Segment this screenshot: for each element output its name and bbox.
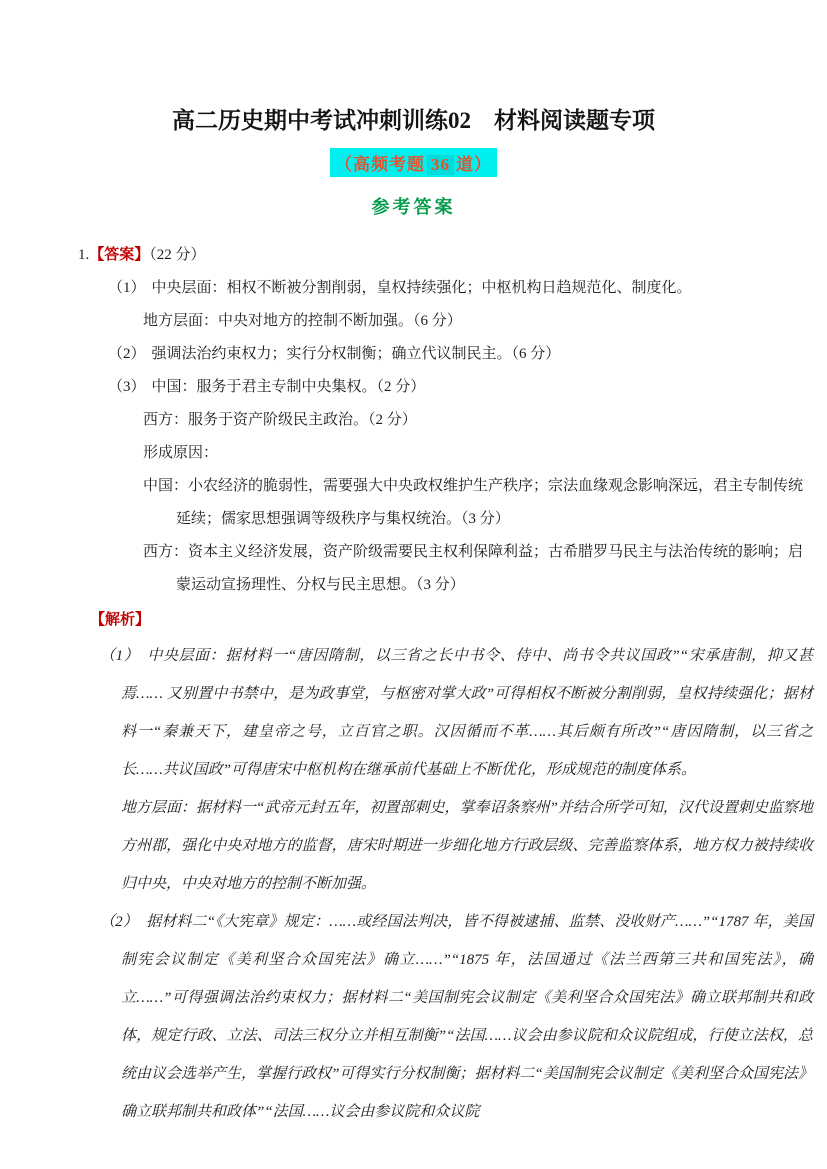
answer-tag: 【答案】 <box>89 247 150 263</box>
line-marker: （1） <box>108 280 146 296</box>
analysis-paragraph <box>0 789 827 903</box>
answer-line <box>0 404 827 437</box>
doc-title: 高二历史期中考试冲刺训练02 材料阅读题专项 <box>172 108 655 133</box>
line-text: 中央层面：相权不断被分割削弱，皇权持续强化；中枢机构日趋规范化、制度化。 <box>151 280 692 296</box>
question-count-badge: 36 <box>427 155 454 175</box>
answer-line <box>0 272 827 305</box>
analysis-section <box>0 604 827 1131</box>
answer-line <box>0 338 827 371</box>
line-text: 地方层面：中央对地方的控制不断加强。（6 分） <box>143 313 462 329</box>
analysis-header-line <box>0 604 827 637</box>
paragraph-marker: （2） <box>100 914 139 930</box>
answer-section <box>0 239 827 602</box>
answer-line <box>0 470 827 536</box>
subtitle-suffix: 道） <box>456 155 492 174</box>
analysis-paragraph <box>0 637 827 789</box>
line-marker: （3） <box>108 379 146 395</box>
analysis-paragraph <box>0 903 827 1131</box>
line-text: 西方：资本主义经济发展，资产阶级需要民主权利保障利益；古希腊罗马民主与法治传统的影响；启蒙运动宣扬理性、分权与民主思想。（3 分） <box>143 544 804 593</box>
answer-line <box>0 305 827 338</box>
paragraph-text: 地方层面：据材料一“武帝元封五年，初置部刺史，掌奉诏条察州”并结合所学可知，汉代设置刺史监察地方州郡，强化中央对地方的监督，唐宋时期进一步细化地方行政层级、完善监察体系，地方权力被持续收归中央，中央对地方的控制不断加强。 <box>121 800 813 892</box>
paragraph-text: 据材料二“《大宪章》规定：……或经国法判决，皆不得被逮捕、监禁、没收财产……”“1787 年，美国制宪会议制定《美利坚合众国宪法》确立……”“1875 年，法国通过《法兰西第三共和国宪法》，确立……”可得强调法治约束权力；据材料二“美国制宪会议制定《美利坚合众国宪法》确立联邦制共和政体，规定行政、立法、司法三权分立并相互制衡”“法国……议会由参议院和众议院组成，行使立法权，总统由议会选举产生，掌握行政权”可得实行分权制衡；据材料二“美国制宪会议制定《美利坚合众国宪法》确立联邦制共和政体”“法国……议会由参议院和众议院 <box>121 914 813 1120</box>
line-text: 中国：小农经济的脆弱性，需要强大中央政权维护生产秩序；宗法血缘观念影响深远，君主专制传统延续；儒家思想强调等级秩序与集权统治。（3 分） <box>143 478 804 527</box>
item-number: 1. <box>78 247 90 263</box>
reference-answers-heading: 参考答案 <box>371 197 456 217</box>
line-text: 强调法治约束权力；实行分权制衡；确立代议制民主。（6 分） <box>151 346 561 362</box>
answer-line <box>0 536 827 602</box>
paragraph-text: 中央层面：据材料一“唐因隋制，以三省之长中书令、侍中、尚书令共议国政”“宋承唐制，抑又甚焉…… 又别置中书禁中，是为政事堂，与枢密对掌大政”可得相权不断被分割削弱，皇权持续强化；据材料一“秦兼天下，建皇帝之号，立百官之职。汉因循而不革……其后颇有所改”“唐因隋制，以三省之长……共议国政”可得唐宋中枢机构在继承前代基础上不断优化，形成规范的制度体系。 <box>121 648 813 778</box>
answer-header-line <box>0 239 827 272</box>
line-text: 中国：服务于君主专制中央集权。（2 分） <box>151 379 426 395</box>
answer-line <box>0 437 827 470</box>
analysis-tag: 【解析】 <box>90 612 151 628</box>
paragraph-marker: （1） <box>100 648 140 664</box>
answer-total-score: （22 分） <box>149 247 206 263</box>
subtitle-row <box>0 148 827 177</box>
exam-subtitle <box>330 148 497 177</box>
subtitle-prefix: （高频考题 <box>335 155 425 174</box>
line-text: 西方：服务于资产阶级民主政治。（2 分） <box>143 412 417 428</box>
line-text: 形成原因： <box>143 445 219 461</box>
line-marker: （2） <box>108 346 146 362</box>
answer-line <box>0 371 827 404</box>
